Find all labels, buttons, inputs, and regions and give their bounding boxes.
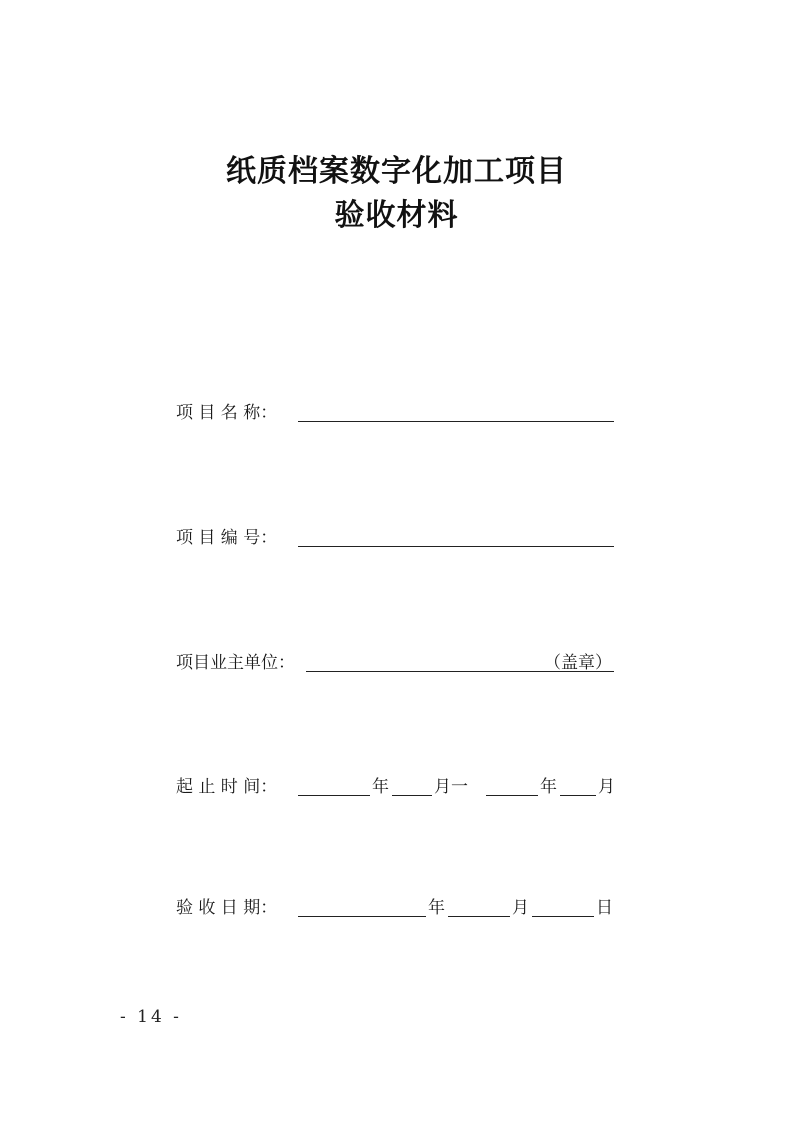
start-month-blank[interactable] [392,795,432,796]
acceptance-date-label: 验 收 日 期： [176,898,278,918]
start-month-text: 月一 [434,777,468,797]
acceptance-year-blank[interactable] [298,916,426,917]
end-year-text: 年 [540,777,557,797]
seal-note: （盖章） [544,653,612,673]
start-year-blank[interactable] [298,795,370,796]
period-label: 起 止 时 间： [176,777,278,797]
acceptance-month-text: 月 [512,898,529,918]
document-subtitle: 验收材料 [334,198,459,233]
start-year-text: 年 [372,777,389,797]
project-number-label: 项 目 编 号： [176,528,278,548]
project-name-blank[interactable] [298,421,614,422]
end-month-text: 月 [598,777,615,797]
acceptance-year-text: 年 [428,898,445,918]
project-owner-label: 项目业主单位： [176,653,295,673]
project-number-blank[interactable] [298,546,614,547]
end-month-blank[interactable] [560,795,596,796]
acceptance-day-text: 日 [596,898,613,918]
page-number: - 14 - [120,1007,182,1027]
document-title: 纸质档案数字化加工项目 [226,154,567,189]
end-year-blank[interactable] [486,795,538,796]
acceptance-month-blank[interactable] [448,916,510,917]
project-name-label: 项 目 名 称： [176,403,278,423]
acceptance-day-blank[interactable] [532,916,594,917]
